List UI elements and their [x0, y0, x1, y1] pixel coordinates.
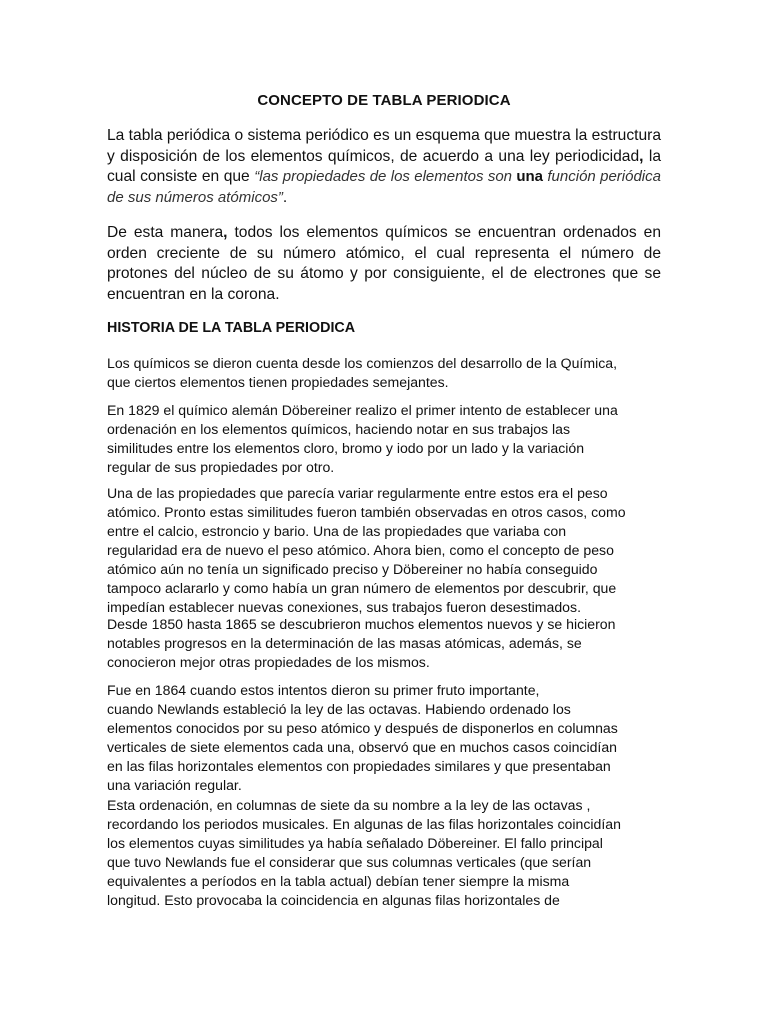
- section-heading: HISTORIA DE LA TABLA PERIODICA: [107, 320, 356, 336]
- text-line: que ciertos elementos tienen propiedades semejantes.: [107, 374, 449, 390]
- text-line: ordenación en los elementos químicos, haciendo notar en sus trabajos las: [107, 421, 571, 437]
- history-paragraph-4: [107, 615, 667, 672]
- text-line: Una de las propiedades que parecía variar regularmente entre estos era el peso: [107, 485, 608, 501]
- intro-text-2: la cual consiste en que: [107, 147, 661, 185]
- intro-quote-open: “las propiedades de los elementos son: [254, 168, 517, 185]
- intro-paragraph: [107, 126, 661, 208]
- text-line: una variación regular.: [107, 777, 242, 793]
- text-line: Fue en 1864 cuando estos intentos dieron su primer fruto importante,: [107, 682, 540, 698]
- text-line: atómico. Pronto estas similitudes fueron también observadas en otros casos, como: [107, 504, 626, 520]
- intro-quote-bold: una: [516, 168, 544, 185]
- text-line: Desde 1850 hasta 1865 se descubrieron muchos elementos nuevos y se hicieron: [107, 616, 616, 632]
- text-line: Esta ordenación, en columnas de siete da su nombre a la ley de las octavas ,: [107, 797, 591, 813]
- text-line: elementos conocidos por su peso atómico y después de disponerlos en columnas: [107, 720, 618, 736]
- intro-comma: ,: [639, 147, 644, 165]
- text-line: atómico aún no tenía un significado preciso y Döbereiner no había conseguido: [107, 561, 598, 577]
- history-paragraph-1: [107, 354, 667, 392]
- text-line: longitud. Esto provocaba la coincidencia en algunas filas horizontales de: [107, 892, 560, 908]
- history-paragraph-6: [107, 796, 667, 910]
- text-line: notables progresos en la determinación de las masas atómicas, además, se: [107, 635, 582, 651]
- text-line: los elementos cuyas similitudes ya había señalado Döbereiner. El fallo principal: [107, 835, 603, 851]
- text-line: impedían establecer nuevas conexiones, sus trabajos fueron desestimados.: [107, 599, 581, 615]
- text-line: regular de sus propiedades por otro.: [107, 459, 335, 475]
- text-line: En 1829 el químico alemán Döbereiner realizo el primer intento de establecer una: [107, 402, 618, 418]
- text-line: conocieron mejor otras propiedades de los mismos.: [107, 654, 430, 670]
- page-title: CONCEPTO DE TABLA PERIODICA: [257, 92, 511, 109]
- text-line: similitudes entre los elementos cloro, bromo y iodo por un lado y la variación: [107, 440, 585, 456]
- intro-end: .: [282, 188, 288, 206]
- para2-text-2: todos los elementos químicos se encuentran ordenados en orden creciente de su número atómico, el cual representa el número de protones del núcleo de su átomo y por consiguiente, el de electrones que se encuentran en la corona.: [107, 224, 661, 303]
- history-paragraph-2: [107, 401, 667, 477]
- para2-comma: ,: [223, 224, 228, 241]
- intro-quote-rest: función periódica de sus números atómicos”: [107, 168, 661, 206]
- text-line: entre el calcio, estroncio y bario. Una de las propiedades que variaba con: [107, 523, 567, 539]
- history-paragraph-3: [107, 484, 667, 617]
- text-line: regularidad era de nuevo el peso atómico. Ahora bien, como el concepto de peso: [107, 542, 614, 558]
- intro-text: La tabla periódica o sistema periódico es un esquema que muestra la estructura y disposición de los elementos químicos, de acuerdo a una ley periodicidad: [107, 127, 661, 165]
- text-line: Los químicos se dieron cuenta desde los comienzos del desarrollo de la Química,: [107, 355, 617, 371]
- history-paragraph-5: [107, 681, 667, 795]
- text-line: recordando los periodos musicales. En algunas de las filas horizontales coincidían: [107, 816, 621, 832]
- text-line: tampoco aclararlo y como había un gran número de elementos por descubrir, que: [107, 580, 617, 596]
- text-line: en las filas horizontales elementos con propiedades similares y que presentaban: [107, 758, 611, 774]
- text-line: que tuvo Newlands fue el considerar que sus columnas verticales (que serían: [107, 854, 592, 870]
- para2-text: De esta manera: [107, 224, 224, 241]
- second-paragraph: [107, 223, 661, 305]
- text-line: equivalentes a períodos en la tabla actual) debían tener siempre la misma: [107, 873, 570, 889]
- text-line: cuando Newlands estableció la ley de las octavas. Habiendo ordenado los: [107, 701, 571, 717]
- text-line: verticales de siete elementos cada una, observó que en muchos casos coincidían: [107, 739, 618, 755]
